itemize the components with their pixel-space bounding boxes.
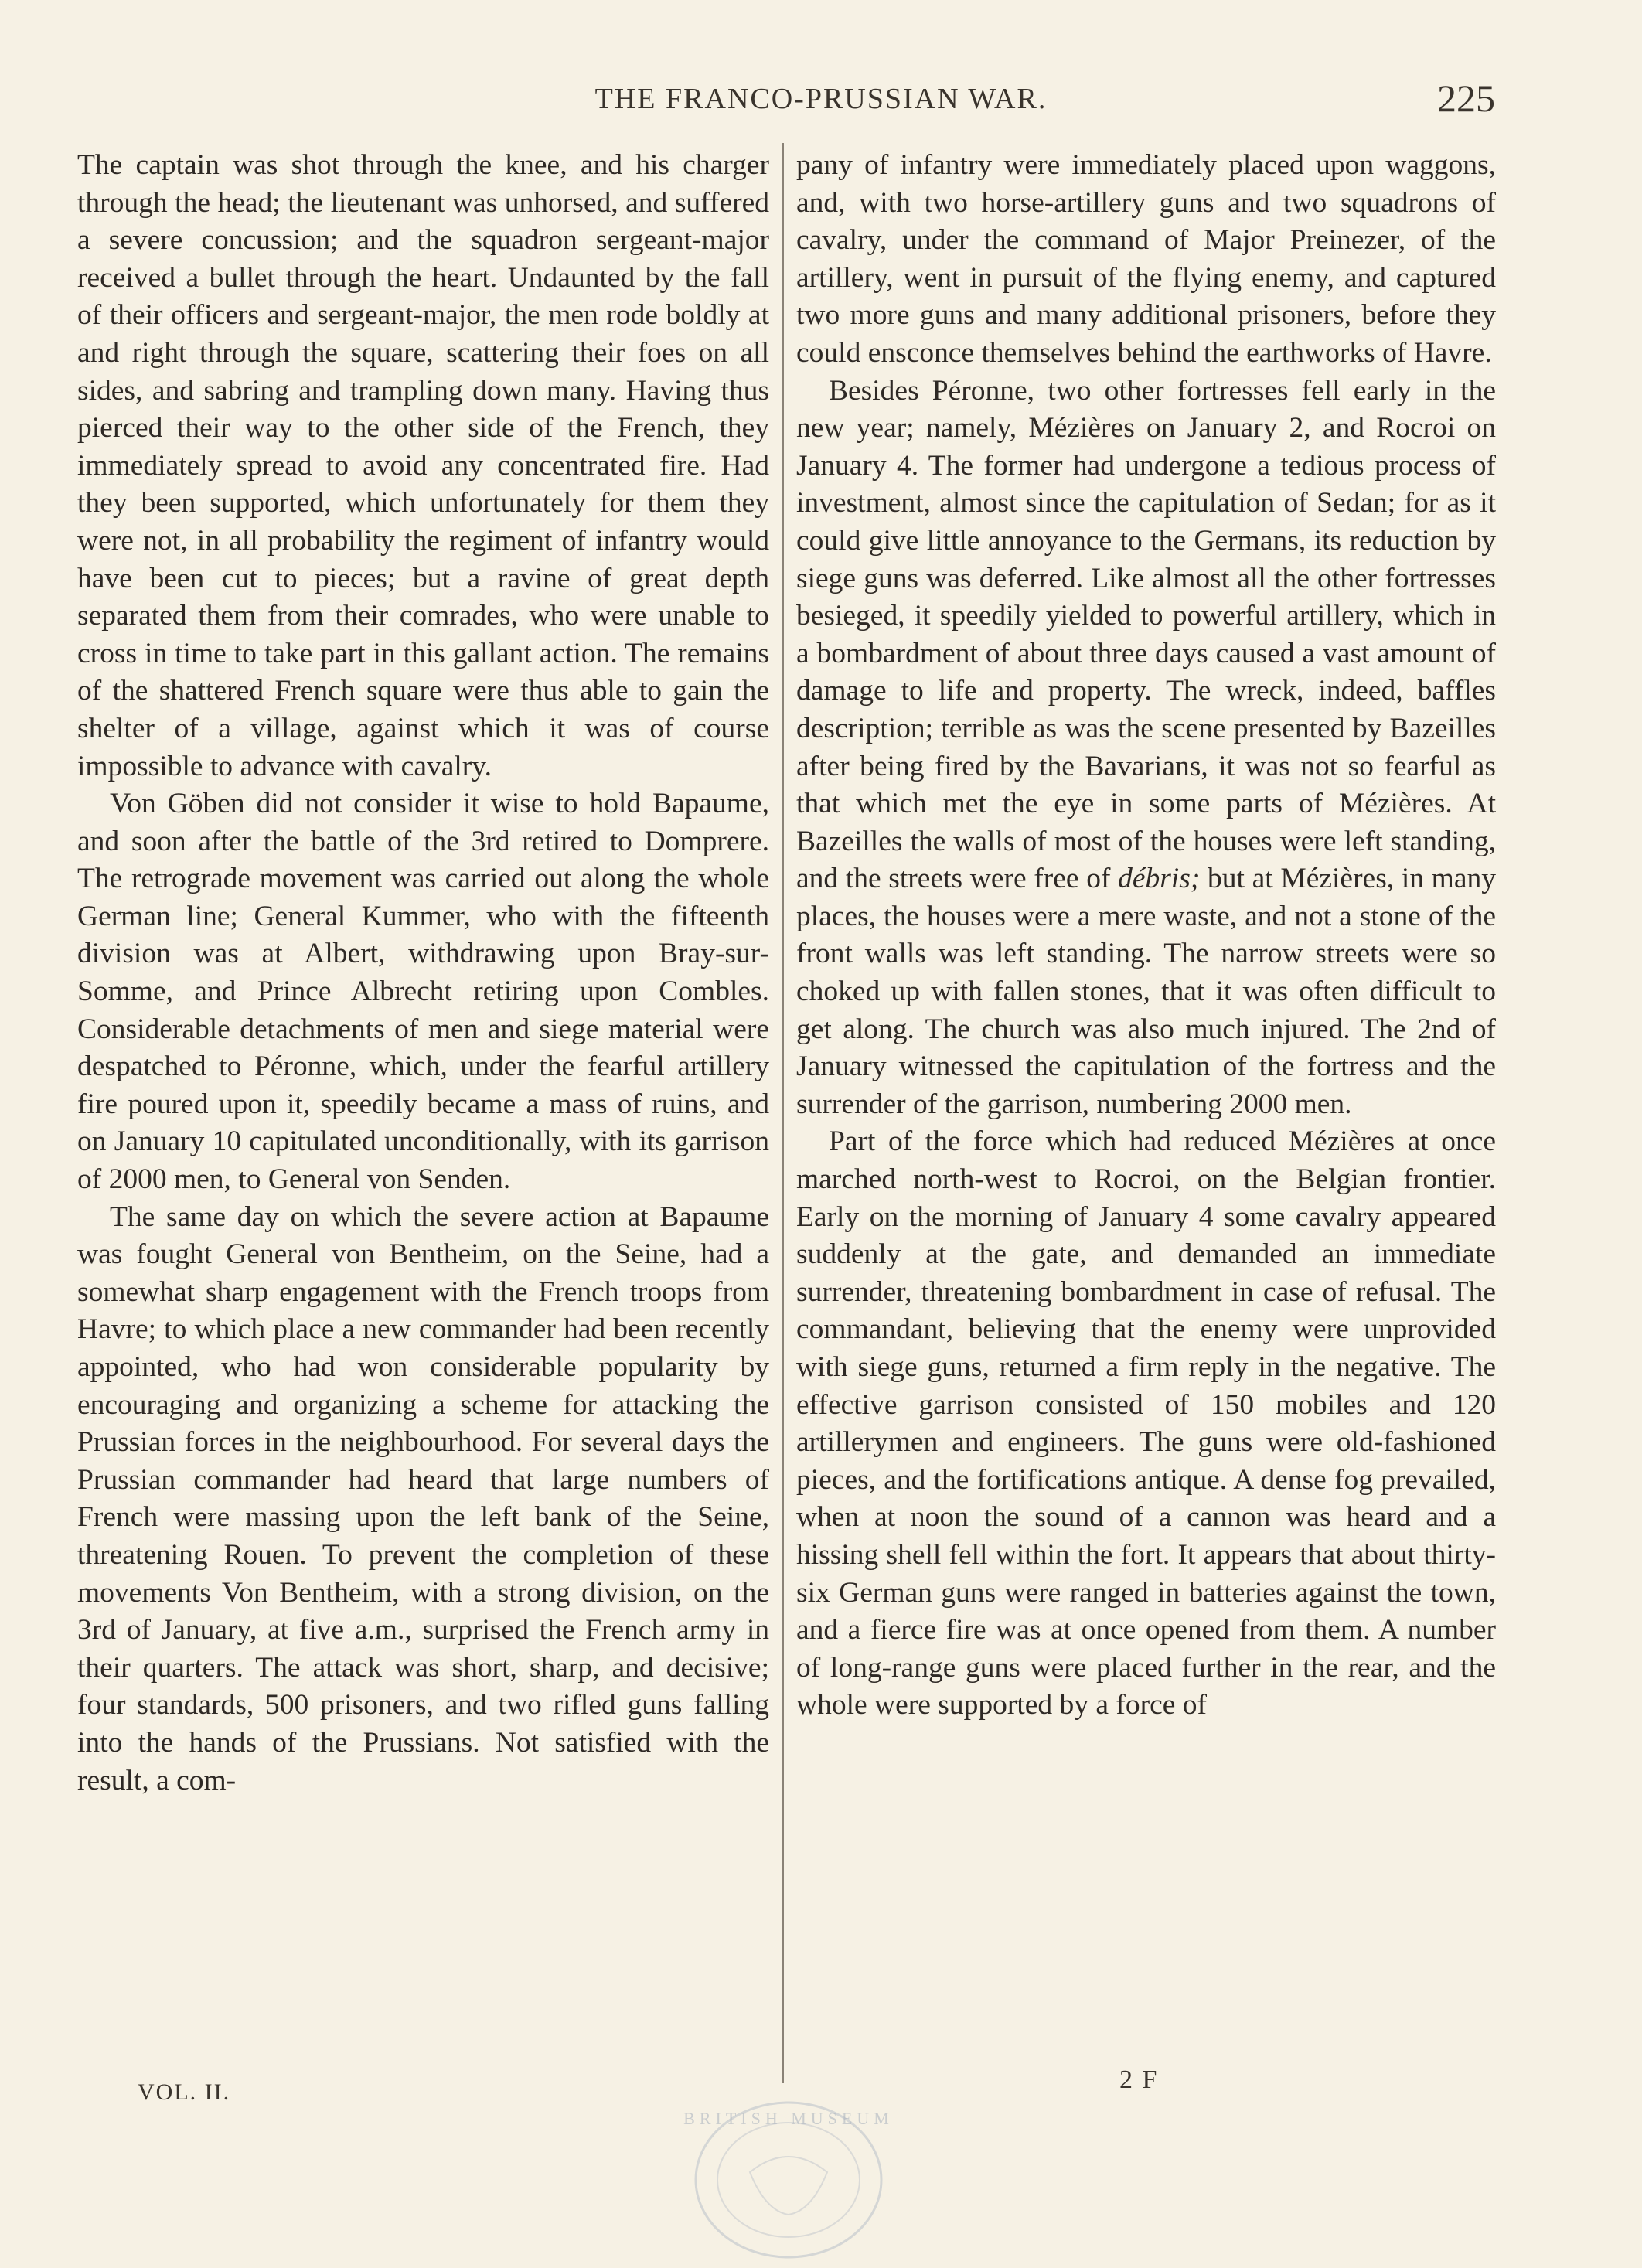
library-stamp [665,2079,904,2265]
stamp-seal-icon [665,2079,904,2265]
running-header [0,76,1642,122]
right-column [796,147,1496,1725]
column-divider [782,143,784,2083]
signature-mark: 2 F [1119,2065,1159,2094]
paragraph: The captain was shot through the knee, and his charger through the head; the lieutenant was unhorsed, and suffered a severe concussion; and the squadron sergeant-major received a bullet through the heart. Undaunted by the fall of their officers and sergeant-major, the men rode boldly at and right through the square, scattering their foes on all sides, and sabring and trampling down many. Having thus pierced their way to the other side of the French, they immediately spread to avoid any concentrated fire. Had they been supported, which unfortunately for them they were not, in all probability the regiment of infantry would have been cut to pieces; but a ravine of great depth separated them from their comrades, who were unable to cross in time to take part in this gallant action. The remains of the shattered French square were thus able to gain the shelter of a village, against which it was of course impossible to advance with cavalry. [77,149,769,782]
page-number: 225 [1437,77,1495,120]
volume-mark: VOL. II. [138,2079,231,2105]
italic-word: débris; [1118,863,1201,895]
paragraph: The same day on which the severe action at Bapaume was fought General von Bentheim, on the Seine, had a somewhat sharp engagement with the French troops from Havre; to which place a new commander had been recently appointed, who had won considerable popularity by encouraging and organizing a scheme for attacking the Prussian forces in the neighbourhood. For several days the Prussian commander had heard that large numbers of French were massing upon the left bank of the Seine, threatening Rouen. To prevent the completion of these movements Von Bentheim, with a strong division, on the 3rd of January, at five a.m., surprised the French army in their quarters. The attack was short, sharp, and decisive; four standards, 500 prisoners, and two rifled guns falling into the hands of the Prussians. Not satisfied with the result, a com- [77,1200,769,1796]
paragraph: Von Göben did not consider it wise to hold Bapaume, and soon after the battle of the 3rd retired to Domprere. The retrograde movement was carried out along the whole German line; General Kummer, who with the fifteenth division was at Albert, withdrawing upon Bray-sur-Somme, and Prince Albrecht retiring upon Combles. Considerable detachments of men and siege material were despatched to Péronne, which, under the fearful artillery fire poured upon it, speedily became a mass of ruins, and on January 10 capitulated unconditionally, with its garrison of 2000 men, to General von Senden. [77,788,769,1196]
paragraph [796,373,1496,1124]
text-run: but at Mézières, in many places, the houses were a mere waste, and not a stone of the front walls was left standing. The narrow streets were so choked up with fallen stones, that it was often difficult to get along. The church was also much injured. The 2nd of January witnessed the capitulation of the fortress and the surrender of the garrison, numbering 2000 men. [796,863,1496,1120]
running-title: THE FRANCO-PRUSSIAN WAR. [594,83,1048,115]
paragraph: pany of infantry were immediately placed upon waggons, and, with two horse-artillery guns and two squadrons of cavalry, under the command of Major Preinezer, of the artillery, went in pursuit of the flying enemy, and captured two more guns and many additional prisoners, before they could ensconce themselves behind the earthworks of Havre. [796,149,1496,369]
svg-text:BRITISH MUSEUM: BRITISH MUSEUM [683,2109,894,2128]
text-run: Besides Péronne, two other fortresses fell early in the new year; namely, Mézières on January 2, and Rocroi on January 4. The former had undergone a tedious process of investment, almost since the capitulation of Sedan; for as it could give little annoyance to the Germans, its reduction by siege guns was deferred. Like almost all the other fortresses besieged, it speedily yielded to powerful artillery, which in a bombardment of about three days caused a vast amount of damage to life and property. The wreck, indeed, baffles description; terrible as was the scene presented by Bazeilles after being fired by the Bavarians, it was not so fearful as that which met the eye in some parts of Mézières. At Bazeilles the walls of most of the houses were left standing, and the streets were free of [796,374,1496,895]
left-column [77,147,769,1800]
paragraph: Part of the force which had reduced Mézières at once marched north-west to Rocroi, on the Belgian frontier. Early on the morning of January 4 some cavalry appeared suddenly at the gate, and demanded an immediate surrender, threatening bombardment in case of refusal. The commandant, believing that the enemy were unprovided with siege guns, returned a firm reply in the negative. The effective garrison consisted of 150 mobiles and 120 artillerymen and engineers. The guns were old-fashioned pieces, and the fortifications antique. A dense fog prevailed, when at noon the sound of a cannon was heard and a hissing shell fell within the fort. It appears that about thirty-six German guns were ranged in batteries against the town, and a fierce fire was at once opened from them. A number of long-range guns were placed further in the rear, and the whole were supported by a force of [796,1125,1496,1721]
